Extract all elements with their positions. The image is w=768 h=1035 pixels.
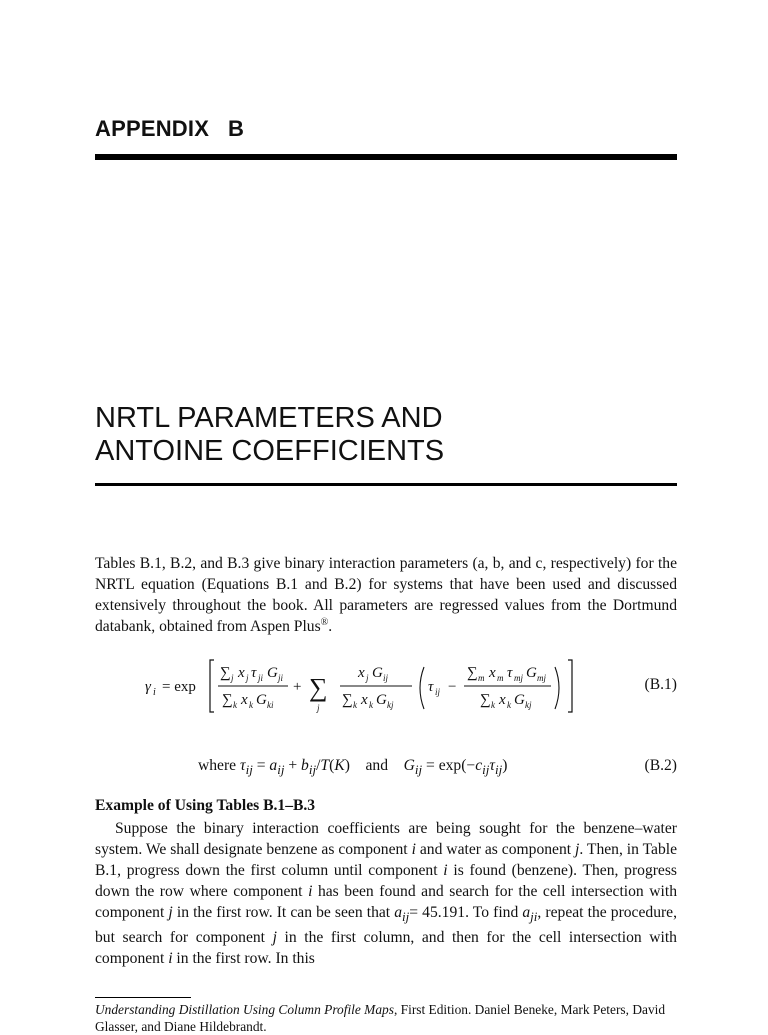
svg-text:mj: mj [537,673,546,683]
footnote-rule [95,997,191,998]
book-title: Understanding Distillation Using Column Profile Maps [95,1002,394,1017]
svg-text:m: m [478,673,485,683]
svg-text:k: k [233,700,237,710]
svg-text:x: x [499,692,506,708]
svg-text:∑: ∑ [467,665,478,681]
svg-text:G: G [256,692,267,708]
svg-text:ij: ij [383,673,389,683]
svg-text:τ: τ [428,679,434,695]
svg-text:x: x [361,692,368,708]
svg-text:ji: ji [278,673,284,683]
svg-text:γ: γ [145,679,151,695]
example-paragraph: Suppose the binary interaction coefficients are being sought for the benzene–water system. We shall designate benzene as component i and water as component j. Then, in Table B.1, progress down the first column until component i is found (benzene). Then, progress down the row where component i has been found and search for the cell intersection with component j in the first row. It can be seen that $a_{ij}= 45.191$. To find $a_{ji}$, repeat the procedure, but search for component j in the first column, and then for the cell intersection with component i in the first row. In this [95,820,678,968]
intro-paragraph [95,553,677,637]
svg-text:ij: ij [435,687,441,697]
header-rule [95,154,677,160]
intro-end: . [328,618,333,635]
footnote [95,1001,677,1035]
equation-b2-tag: (B.2) [644,757,677,774]
and-word: and [365,757,389,774]
svg-text:ji: ji [258,673,264,683]
svg-text:∑: ∑ [342,692,353,708]
footnote-authors: , First Edition. Daniel Beneke, Mark Peters, David Glasser, and Diane Hildebrandt. [95,1002,666,1034]
intro-text: Tables B.1, B.2, and B.3 give binary interaction parameters (a, b, and c, respectively) for the NRTL equation (Equations B.1 and B.2) for systems that have been used and discussed extensively throughout the book. All parameters are regressed values from the Dortmund databank, obtained from Aspen Plus [95,555,677,635]
svg-text:∑: ∑ [222,692,233,708]
svg-text:G: G [376,692,387,708]
equation-b1-tag: (B.1) [644,676,677,693]
svg-text:x: x [238,665,245,681]
svg-text:x: x [241,692,248,708]
svg-text:k: k [353,700,357,710]
svg-text:k: k [491,700,495,710]
svg-text:kj: kj [525,700,532,710]
svg-text:∑: ∑ [220,665,231,681]
svg-text:k: k [507,700,511,710]
svg-text:∑: ∑ [309,673,328,702]
svg-text:j: j [317,703,320,713]
svg-text:G: G [267,665,278,681]
svg-text:m: m [497,673,504,683]
chapter-title-line-1: NRTL PARAMETERS AND [95,402,443,434]
where-word: where [198,757,237,774]
chapter-title-line-2: ANTOINE COEFFICIENTS [95,435,445,467]
equation-b1 [140,650,590,720]
appendix-label: APPENDIX B [95,116,245,141]
svg-text:τ: τ [507,665,513,681]
svg-text:−: − [448,679,457,695]
title-rule [95,483,677,486]
svg-text:kj: kj [387,700,394,710]
registered-mark: ® [320,616,329,628]
svg-text:ki: ki [267,700,274,710]
example-heading: Example of Using Tables B.1–B.3 [95,797,316,814]
svg-text:mj: mj [514,673,523,683]
svg-text:= exp: = exp [162,679,196,695]
svg-text:k: k [369,700,373,710]
svg-text:∑: ∑ [480,692,491,708]
svg-text:τ: τ [251,665,257,681]
aij-value: = 45.191 [409,904,466,921]
svg-text:i: i [153,687,156,698]
svg-text:G: G [514,692,525,708]
svg-text:j: j [246,673,249,683]
svg-text:+: + [293,679,302,695]
chapter-title [95,402,677,468]
svg-text:G: G [372,665,383,681]
svg-text:G: G [526,665,537,681]
equation-b2: where $\tau_{ij} = a_{ij} + b_{ij}/T(K)$ and $G_{ij} = \exp(-c_{ij}\tau_{ij})$ [198,757,508,778]
svg-text:j: j [231,673,234,683]
svg-text:k: k [249,700,253,710]
svg-text:j: j [366,673,369,683]
svg-text:x: x [489,665,496,681]
svg-text:x: x [358,665,365,681]
